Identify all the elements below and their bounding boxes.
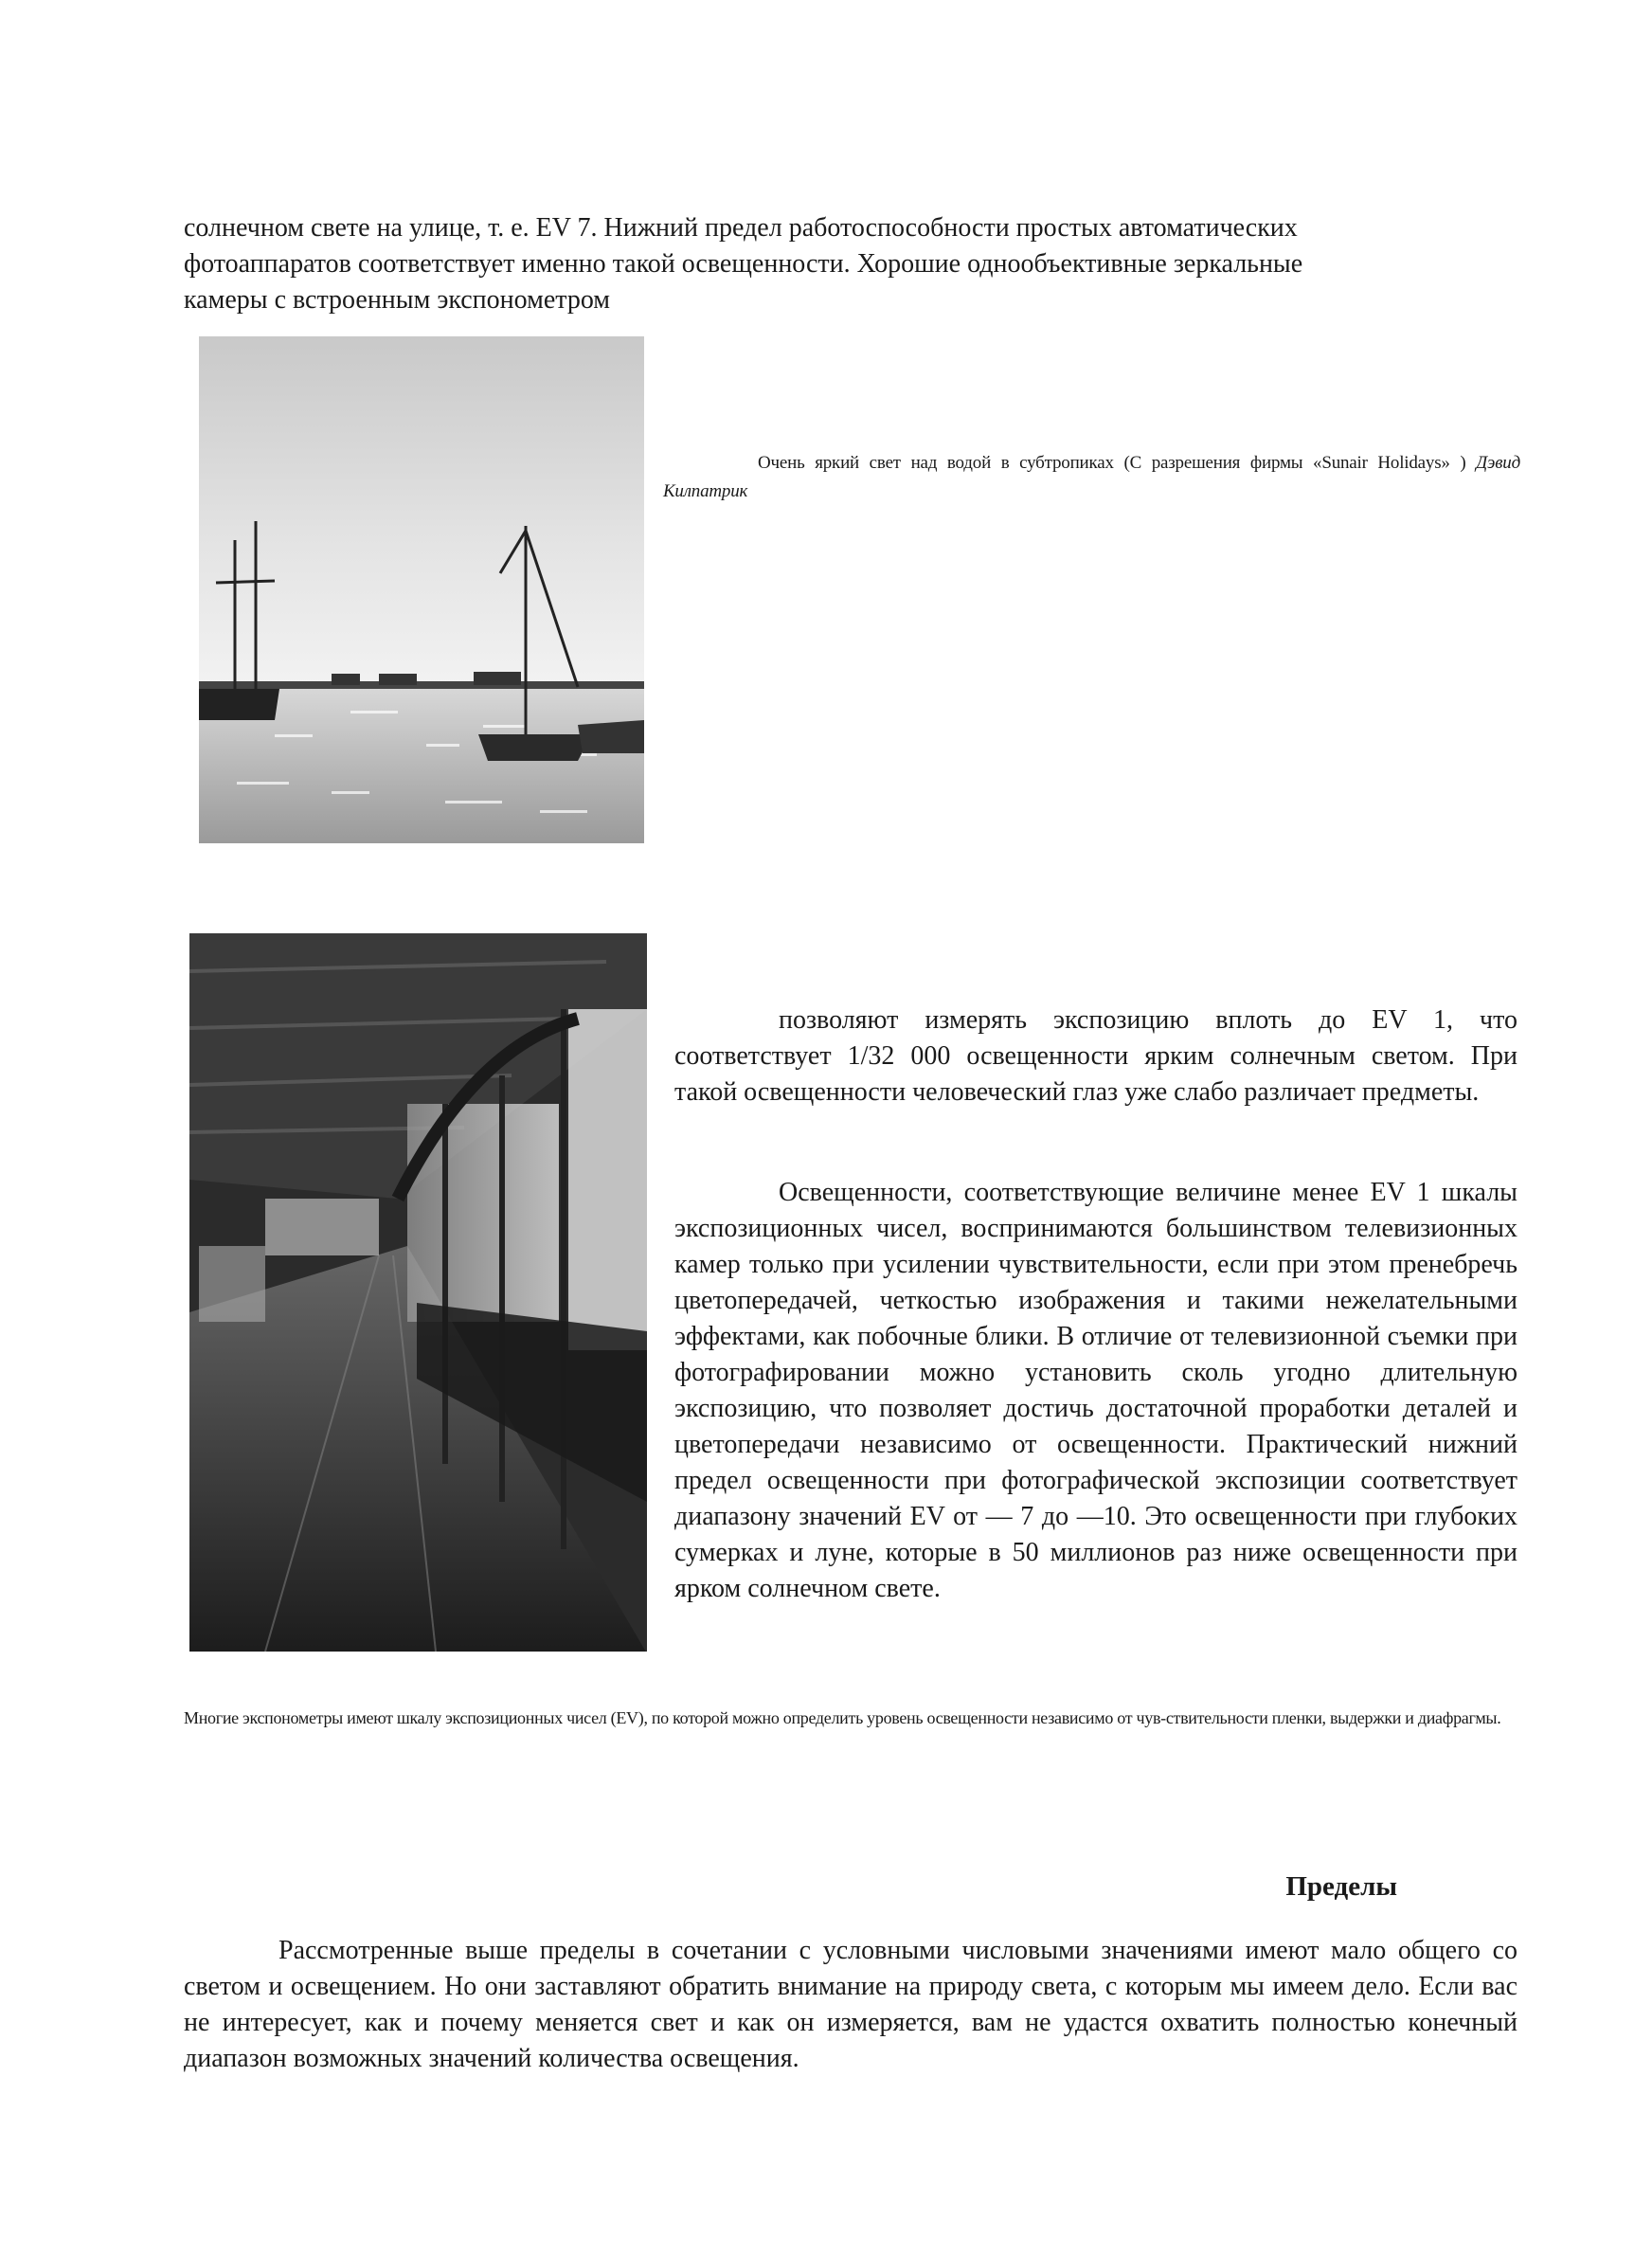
top-paragraph [184, 210, 1517, 318]
walkway-image [189, 933, 647, 1652]
caption-author: Дэвид Килпатрик [663, 453, 1520, 501]
walkway-photo [189, 933, 647, 1652]
final-paragraph [184, 1933, 1517, 2077]
text-line: солнечном свете на улице, т. е. EV 7. Нижний предел работоспособности простых автоматических [184, 213, 1298, 243]
section-heading-text: Пределы [1285, 1871, 1397, 1902]
section-heading [0, 1871, 1397, 1903]
final-paragraph-text: Рассмотренные выше пределы в сочетании с условными числовыми значениями имеют мало общего со светом и освещением. Но они заставляют обратить внимание на природу света, с которым мы имеем дело. Если вас не интересует, как и почему меняется свет и как он измеряется, вам не удастся охватить полностью конечный диапазон возможных значений количества освещения. [184, 1936, 1517, 2073]
long-paragraph: Освещенности, соответствующие величине менее EV 1 шкалы экспозиционных чисел, воспринимаются большинством телевизионных камер только при усилении чувствительности, если при этом пренебречь цветопередачей, четкостью изображения и такими нежелательными эффектами, как побочные блики. В отличие от телевизионной съемки при фотографировании можно установить сколь угодно длительную экспозицию, что позволяет достичь достаточной проработки деталей и цветопередачи независимо от освещенности. Практический нижний предел освещенности при фотографической экспозиции соответствует диапазону значений EV от — 7 до —10. Это освещенности при глубоких сумерках и луне, которые в 50 миллионов раз ниже освещенности при ярком солнечном свете. [674, 1178, 1517, 1603]
photo-caption [663, 449, 1520, 506]
sailboats-image [199, 336, 644, 843]
photo-caption-2: Многие экспонометры имеют шкалу экспозиционных чисел (EV), по которой можно определить уровень освещенности независимо от чув-ствительности пленки, выдержки и диафрагмы. [184, 1708, 1501, 1727]
text-line: камеры с встроенным экспонометром [184, 285, 611, 315]
middle-paragraph: позволяют измерять экспозицию вплоть до EV 1, что соответствует 1/32 000 освещенности ярким солнечным светом. При такой освещенности человеческий глаз уже слабо различает предметы. [674, 1005, 1517, 1107]
sailboats-photo [199, 336, 644, 843]
caption-text: Очень яркий свет над водой в субтропиках (С разрешения фирмы «Sunair Holidays» ) [758, 453, 1466, 473]
text-line: фотоаппаратов соответствует именно такой освещенности. Хорошие однообъективные зеркальные [184, 249, 1303, 279]
